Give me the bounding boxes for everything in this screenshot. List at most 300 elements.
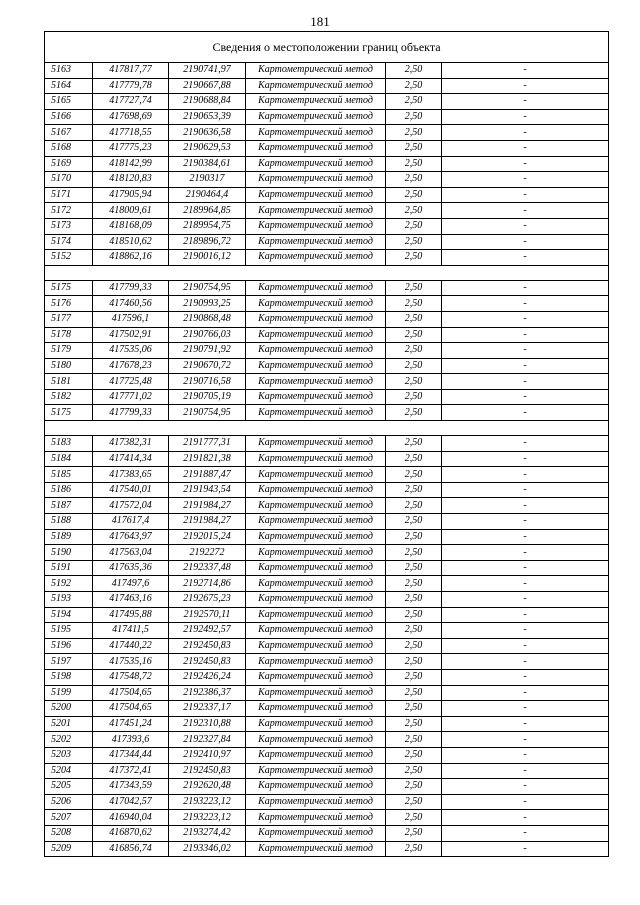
accuracy-cell: 2,50 [386, 280, 442, 296]
x-coordinate-cell: 417460,56 [93, 296, 169, 312]
x-coordinate-cell: 416940,04 [93, 810, 169, 826]
method-cell: Картометрический метод [246, 747, 386, 763]
table-row [45, 358, 609, 374]
accuracy-cell: 2,50 [386, 560, 442, 576]
y-coordinate-cell: 2192272 [169, 545, 246, 561]
accuracy-cell: 2,50 [386, 156, 442, 172]
method-cell: Картометрический метод [246, 156, 386, 172]
point-number-cell: 5196 [45, 638, 93, 654]
table-row [45, 374, 609, 390]
description-cell: - [442, 482, 609, 498]
x-coordinate-cell: 417548,72 [93, 669, 169, 685]
method-cell: Картометрический метод [246, 560, 386, 576]
description-cell: - [442, 467, 609, 483]
table-row [45, 747, 609, 763]
description-cell: - [442, 109, 609, 125]
y-coordinate-cell: 2190384,61 [169, 156, 246, 172]
accuracy-cell: 2,50 [386, 763, 442, 779]
table-row [45, 701, 609, 717]
table-row [45, 794, 609, 810]
y-coordinate-cell: 2192310,88 [169, 716, 246, 732]
point-number-cell: 5163 [45, 63, 93, 79]
x-coordinate-cell: 418862,16 [93, 250, 169, 266]
accuracy-cell: 2,50 [386, 607, 442, 623]
description-cell: - [442, 638, 609, 654]
y-coordinate-cell: 2191821,38 [169, 451, 246, 467]
method-cell: Картометрический метод [246, 374, 386, 390]
point-number-cell: 5172 [45, 203, 93, 219]
method-cell: Картометрический метод [246, 250, 386, 266]
description-cell: - [442, 311, 609, 327]
y-coordinate-cell: 2192714,86 [169, 576, 246, 592]
accuracy-cell: 2,50 [386, 747, 442, 763]
table-row [45, 327, 609, 343]
accuracy-cell: 2,50 [386, 358, 442, 374]
point-number-cell: 5189 [45, 529, 93, 545]
table-row [45, 311, 609, 327]
method-cell: Картометрический метод [246, 810, 386, 826]
accuracy-cell: 2,50 [386, 140, 442, 156]
table-row [45, 250, 609, 266]
method-cell: Картометрический метод [246, 841, 386, 857]
table-title: Сведения о местоположении границ объекта [45, 32, 609, 63]
method-cell: Картометрический метод [246, 529, 386, 545]
table-row [45, 576, 609, 592]
y-coordinate-cell: 2191887,47 [169, 467, 246, 483]
x-coordinate-cell: 417572,04 [93, 498, 169, 514]
table-row [45, 187, 609, 203]
method-cell: Картометрический метод [246, 701, 386, 717]
method-cell: Картометрический метод [246, 482, 386, 498]
y-coordinate-cell: 2192620,48 [169, 779, 246, 795]
description-cell: - [442, 94, 609, 110]
accuracy-cell: 2,50 [386, 685, 442, 701]
x-coordinate-cell: 417771,02 [93, 389, 169, 405]
point-number-cell: 5195 [45, 623, 93, 639]
description-cell: - [442, 172, 609, 188]
point-number-cell: 5165 [45, 94, 93, 110]
point-number-cell: 5202 [45, 732, 93, 748]
point-number-cell: 5171 [45, 187, 93, 203]
point-number-cell: 5178 [45, 327, 93, 343]
table-row [45, 109, 609, 125]
table-row [45, 498, 609, 514]
accuracy-cell: 2,50 [386, 187, 442, 203]
accuracy-cell: 2,50 [386, 841, 442, 857]
table-row [45, 343, 609, 359]
description-cell: - [442, 545, 609, 561]
point-number-cell: 5186 [45, 482, 93, 498]
accuracy-cell: 2,50 [386, 94, 442, 110]
point-number-cell: 5182 [45, 389, 93, 405]
x-coordinate-cell: 416856,74 [93, 841, 169, 857]
table-row [45, 654, 609, 670]
method-cell: Картометрический метод [246, 794, 386, 810]
x-coordinate-cell: 417463,16 [93, 592, 169, 608]
x-coordinate-cell: 417440,22 [93, 638, 169, 654]
point-number-cell: 5190 [45, 545, 93, 561]
point-number-cell: 5201 [45, 716, 93, 732]
point-number-cell: 5164 [45, 78, 93, 94]
point-number-cell: 5205 [45, 779, 93, 795]
y-coordinate-cell: 2190754,95 [169, 280, 246, 296]
description-cell: - [442, 685, 609, 701]
table-row [45, 78, 609, 94]
x-coordinate-cell: 416870,62 [93, 825, 169, 841]
method-cell: Картометрический метод [246, 638, 386, 654]
method-cell: Картометрический метод [246, 311, 386, 327]
description-cell: - [442, 187, 609, 203]
page-number: 181 [310, 14, 330, 29]
method-cell: Картометрический метод [246, 405, 386, 421]
table-row [45, 560, 609, 576]
description-cell: - [442, 514, 609, 530]
method-cell: Картометрический метод [246, 576, 386, 592]
x-coordinate-cell: 417617,4 [93, 514, 169, 530]
table-row [45, 529, 609, 545]
point-number-cell: 5192 [45, 576, 93, 592]
x-coordinate-cell: 418120,83 [93, 172, 169, 188]
point-number-cell: 5169 [45, 156, 93, 172]
boundary-coordinates-table [44, 31, 609, 857]
y-coordinate-cell: 2190464,4 [169, 187, 246, 203]
point-number-cell: 5167 [45, 125, 93, 141]
accuracy-cell: 2,50 [386, 482, 442, 498]
description-cell: - [442, 669, 609, 685]
description-cell: - [442, 389, 609, 405]
description-cell: - [442, 560, 609, 576]
table-row [45, 234, 609, 250]
x-coordinate-cell: 417905,94 [93, 187, 169, 203]
x-coordinate-cell: 417698,69 [93, 109, 169, 125]
accuracy-cell: 2,50 [386, 311, 442, 327]
table-row [45, 763, 609, 779]
x-coordinate-cell: 417596,1 [93, 311, 169, 327]
method-cell: Картометрический метод [246, 825, 386, 841]
y-coordinate-cell: 2193223,12 [169, 794, 246, 810]
y-coordinate-cell: 2192570,11 [169, 607, 246, 623]
accuracy-cell: 2,50 [386, 669, 442, 685]
method-cell: Картометрический метод [246, 218, 386, 234]
x-coordinate-cell: 417343,59 [93, 779, 169, 795]
accuracy-cell: 2,50 [386, 78, 442, 94]
separator-cell [45, 265, 609, 280]
y-coordinate-cell: 2189954,75 [169, 218, 246, 234]
point-number-cell: 5175 [45, 405, 93, 421]
description-cell: - [442, 592, 609, 608]
y-coordinate-cell: 2191943,54 [169, 482, 246, 498]
table-row [45, 810, 609, 826]
y-coordinate-cell: 2190705,19 [169, 389, 246, 405]
point-number-cell: 5203 [45, 747, 93, 763]
y-coordinate-cell: 2191777,31 [169, 436, 246, 452]
y-coordinate-cell: 2190667,88 [169, 78, 246, 94]
accuracy-cell: 2,50 [386, 794, 442, 810]
x-coordinate-cell: 417817,77 [93, 63, 169, 79]
accuracy-cell: 2,50 [386, 343, 442, 359]
accuracy-cell: 2,50 [386, 654, 442, 670]
x-coordinate-cell: 417383,65 [93, 467, 169, 483]
description-cell: - [442, 779, 609, 795]
accuracy-cell: 2,50 [386, 779, 442, 795]
x-coordinate-cell: 417502,91 [93, 327, 169, 343]
point-number-cell: 5185 [45, 467, 93, 483]
description-cell: - [442, 296, 609, 312]
accuracy-cell: 2,50 [386, 109, 442, 125]
method-cell: Картометрический метод [246, 234, 386, 250]
point-number-cell: 5206 [45, 794, 93, 810]
x-coordinate-cell: 417779,78 [93, 78, 169, 94]
method-cell: Картометрический метод [246, 623, 386, 639]
description-cell: - [442, 327, 609, 343]
method-cell: Картометрический метод [246, 592, 386, 608]
table-row [45, 467, 609, 483]
method-cell: Картометрический метод [246, 358, 386, 374]
method-cell: Картометрический метод [246, 78, 386, 94]
accuracy-cell: 2,50 [386, 172, 442, 188]
point-number-cell: 5199 [45, 685, 93, 701]
table-row [45, 125, 609, 141]
point-number-cell: 5170 [45, 172, 93, 188]
x-coordinate-cell: 417535,06 [93, 343, 169, 359]
accuracy-cell: 2,50 [386, 825, 442, 841]
point-number-cell: 5177 [45, 311, 93, 327]
table-row [45, 841, 609, 857]
table-body [45, 63, 609, 857]
accuracy-cell: 2,50 [386, 576, 442, 592]
description-cell: - [442, 78, 609, 94]
table-row [45, 716, 609, 732]
x-coordinate-cell: 417372,41 [93, 763, 169, 779]
table-row [45, 607, 609, 623]
x-coordinate-cell: 417563,04 [93, 545, 169, 561]
description-cell: - [442, 234, 609, 250]
description-cell: - [442, 436, 609, 452]
description-cell: - [442, 358, 609, 374]
y-coordinate-cell: 2192015,24 [169, 529, 246, 545]
description-cell: - [442, 343, 609, 359]
table-row [45, 156, 609, 172]
accuracy-cell: 2,50 [386, 296, 442, 312]
description-cell: - [442, 156, 609, 172]
table-row [45, 482, 609, 498]
description-cell: - [442, 63, 609, 79]
point-number-cell: 5194 [45, 607, 93, 623]
table-header-row [45, 32, 609, 63]
description-cell: - [442, 623, 609, 639]
y-coordinate-cell: 2191984,27 [169, 498, 246, 514]
table-row [45, 172, 609, 188]
group-separator-row [45, 421, 609, 436]
y-coordinate-cell: 2190629,53 [169, 140, 246, 156]
method-cell: Картометрический метод [246, 203, 386, 219]
y-coordinate-cell: 2189896,72 [169, 234, 246, 250]
description-cell: - [442, 607, 609, 623]
y-coordinate-cell: 2192450,83 [169, 763, 246, 779]
y-coordinate-cell: 2192386,37 [169, 685, 246, 701]
x-coordinate-cell: 417344,44 [93, 747, 169, 763]
description-cell: - [442, 810, 609, 826]
y-coordinate-cell: 2190754,95 [169, 405, 246, 421]
y-coordinate-cell: 2192450,83 [169, 654, 246, 670]
y-coordinate-cell: 2190716,58 [169, 374, 246, 390]
description-cell: - [442, 794, 609, 810]
accuracy-cell: 2,50 [386, 451, 442, 467]
table-row [45, 203, 609, 219]
point-number-cell: 5176 [45, 296, 93, 312]
method-cell: Картометрический метод [246, 669, 386, 685]
y-coordinate-cell: 2189964,85 [169, 203, 246, 219]
table-row [45, 685, 609, 701]
description-cell: - [442, 576, 609, 592]
description-cell: - [442, 280, 609, 296]
point-number-cell: 5173 [45, 218, 93, 234]
table-row [45, 63, 609, 79]
x-coordinate-cell: 417725,48 [93, 374, 169, 390]
x-coordinate-cell: 417535,16 [93, 654, 169, 670]
x-coordinate-cell: 417382,31 [93, 436, 169, 452]
table-row [45, 94, 609, 110]
x-coordinate-cell: 417414,34 [93, 451, 169, 467]
y-coordinate-cell: 2191984,27 [169, 514, 246, 530]
y-coordinate-cell: 2192327,84 [169, 732, 246, 748]
point-number-cell: 5179 [45, 343, 93, 359]
method-cell: Картометрический метод [246, 280, 386, 296]
accuracy-cell: 2,50 [386, 623, 442, 639]
table-row [45, 296, 609, 312]
method-cell: Картометрический метод [246, 327, 386, 343]
method-cell: Картометрический метод [246, 654, 386, 670]
point-number-cell: 5181 [45, 374, 93, 390]
method-cell: Картометрический метод [246, 716, 386, 732]
table-row [45, 623, 609, 639]
point-number-cell: 5188 [45, 514, 93, 530]
description-cell: - [442, 498, 609, 514]
table-row [45, 451, 609, 467]
y-coordinate-cell: 2193223,12 [169, 810, 246, 826]
table-row [45, 280, 609, 296]
x-coordinate-cell: 417540,01 [93, 482, 169, 498]
accuracy-cell: 2,50 [386, 716, 442, 732]
method-cell: Картометрический метод [246, 779, 386, 795]
x-coordinate-cell: 417495,88 [93, 607, 169, 623]
accuracy-cell: 2,50 [386, 529, 442, 545]
table-row [45, 218, 609, 234]
method-cell: Картометрический метод [246, 467, 386, 483]
description-cell: - [442, 732, 609, 748]
point-number-cell: 5197 [45, 654, 93, 670]
x-coordinate-cell: 417042,57 [93, 794, 169, 810]
x-coordinate-cell: 417775,23 [93, 140, 169, 156]
x-coordinate-cell: 417393,6 [93, 732, 169, 748]
x-coordinate-cell: 418142,99 [93, 156, 169, 172]
x-coordinate-cell: 418168,09 [93, 218, 169, 234]
accuracy-cell: 2,50 [386, 732, 442, 748]
method-cell: Картометрический метод [246, 187, 386, 203]
table-row [45, 140, 609, 156]
description-cell: - [442, 716, 609, 732]
method-cell: Картометрический метод [246, 607, 386, 623]
method-cell: Картометрический метод [246, 498, 386, 514]
y-coordinate-cell: 2192450,83 [169, 638, 246, 654]
accuracy-cell: 2,50 [386, 327, 442, 343]
y-coordinate-cell: 2190670,72 [169, 358, 246, 374]
method-cell: Картометрический метод [246, 172, 386, 188]
y-coordinate-cell: 2190636,58 [169, 125, 246, 141]
x-coordinate-cell: 417643,97 [93, 529, 169, 545]
x-coordinate-cell: 418009,61 [93, 203, 169, 219]
y-coordinate-cell: 2193274,42 [169, 825, 246, 841]
point-number-cell: 5193 [45, 592, 93, 608]
y-coordinate-cell: 2190016,12 [169, 250, 246, 266]
description-cell: - [442, 763, 609, 779]
y-coordinate-cell: 2190993,25 [169, 296, 246, 312]
table-row [45, 389, 609, 405]
accuracy-cell: 2,50 [386, 592, 442, 608]
x-coordinate-cell: 418510,62 [93, 234, 169, 250]
y-coordinate-cell: 2190766,03 [169, 327, 246, 343]
accuracy-cell: 2,50 [386, 545, 442, 561]
method-cell: Картометрический метод [246, 125, 386, 141]
x-coordinate-cell: 417727,74 [93, 94, 169, 110]
x-coordinate-cell: 417718,55 [93, 125, 169, 141]
accuracy-cell: 2,50 [386, 405, 442, 421]
method-cell: Картометрический метод [246, 685, 386, 701]
accuracy-cell: 2,50 [386, 436, 442, 452]
y-coordinate-cell: 2192492,57 [169, 623, 246, 639]
point-number-cell: 5207 [45, 810, 93, 826]
point-number-cell: 5184 [45, 451, 93, 467]
x-coordinate-cell: 417799,33 [93, 280, 169, 296]
point-number-cell: 5200 [45, 701, 93, 717]
description-cell: - [442, 125, 609, 141]
y-coordinate-cell: 2190741,97 [169, 63, 246, 79]
x-coordinate-cell: 417451,24 [93, 716, 169, 732]
group-separator-row [45, 265, 609, 280]
method-cell: Картометрический метод [246, 545, 386, 561]
description-cell: - [442, 529, 609, 545]
y-coordinate-cell: 2192337,48 [169, 560, 246, 576]
table-row [45, 732, 609, 748]
method-cell: Картометрический метод [246, 763, 386, 779]
accuracy-cell: 2,50 [386, 638, 442, 654]
point-number-cell: 5183 [45, 436, 93, 452]
point-number-cell: 5152 [45, 250, 93, 266]
method-cell: Картометрический метод [246, 63, 386, 79]
y-coordinate-cell: 2192410,97 [169, 747, 246, 763]
y-coordinate-cell: 2192337,17 [169, 701, 246, 717]
description-cell: - [442, 841, 609, 857]
method-cell: Картометрический метод [246, 109, 386, 125]
y-coordinate-cell: 2192426,24 [169, 669, 246, 685]
table-row [45, 545, 609, 561]
accuracy-cell: 2,50 [386, 63, 442, 79]
table-row [45, 436, 609, 452]
accuracy-cell: 2,50 [386, 701, 442, 717]
description-cell: - [442, 140, 609, 156]
accuracy-cell: 2,50 [386, 467, 442, 483]
description-cell: - [442, 250, 609, 266]
table-row [45, 514, 609, 530]
description-cell: - [442, 701, 609, 717]
table-row [45, 592, 609, 608]
accuracy-cell: 2,50 [386, 374, 442, 390]
description-cell: - [442, 218, 609, 234]
method-cell: Картометрический метод [246, 732, 386, 748]
point-number-cell: 5168 [45, 140, 93, 156]
y-coordinate-cell: 2193346,02 [169, 841, 246, 857]
x-coordinate-cell: 417799,33 [93, 405, 169, 421]
